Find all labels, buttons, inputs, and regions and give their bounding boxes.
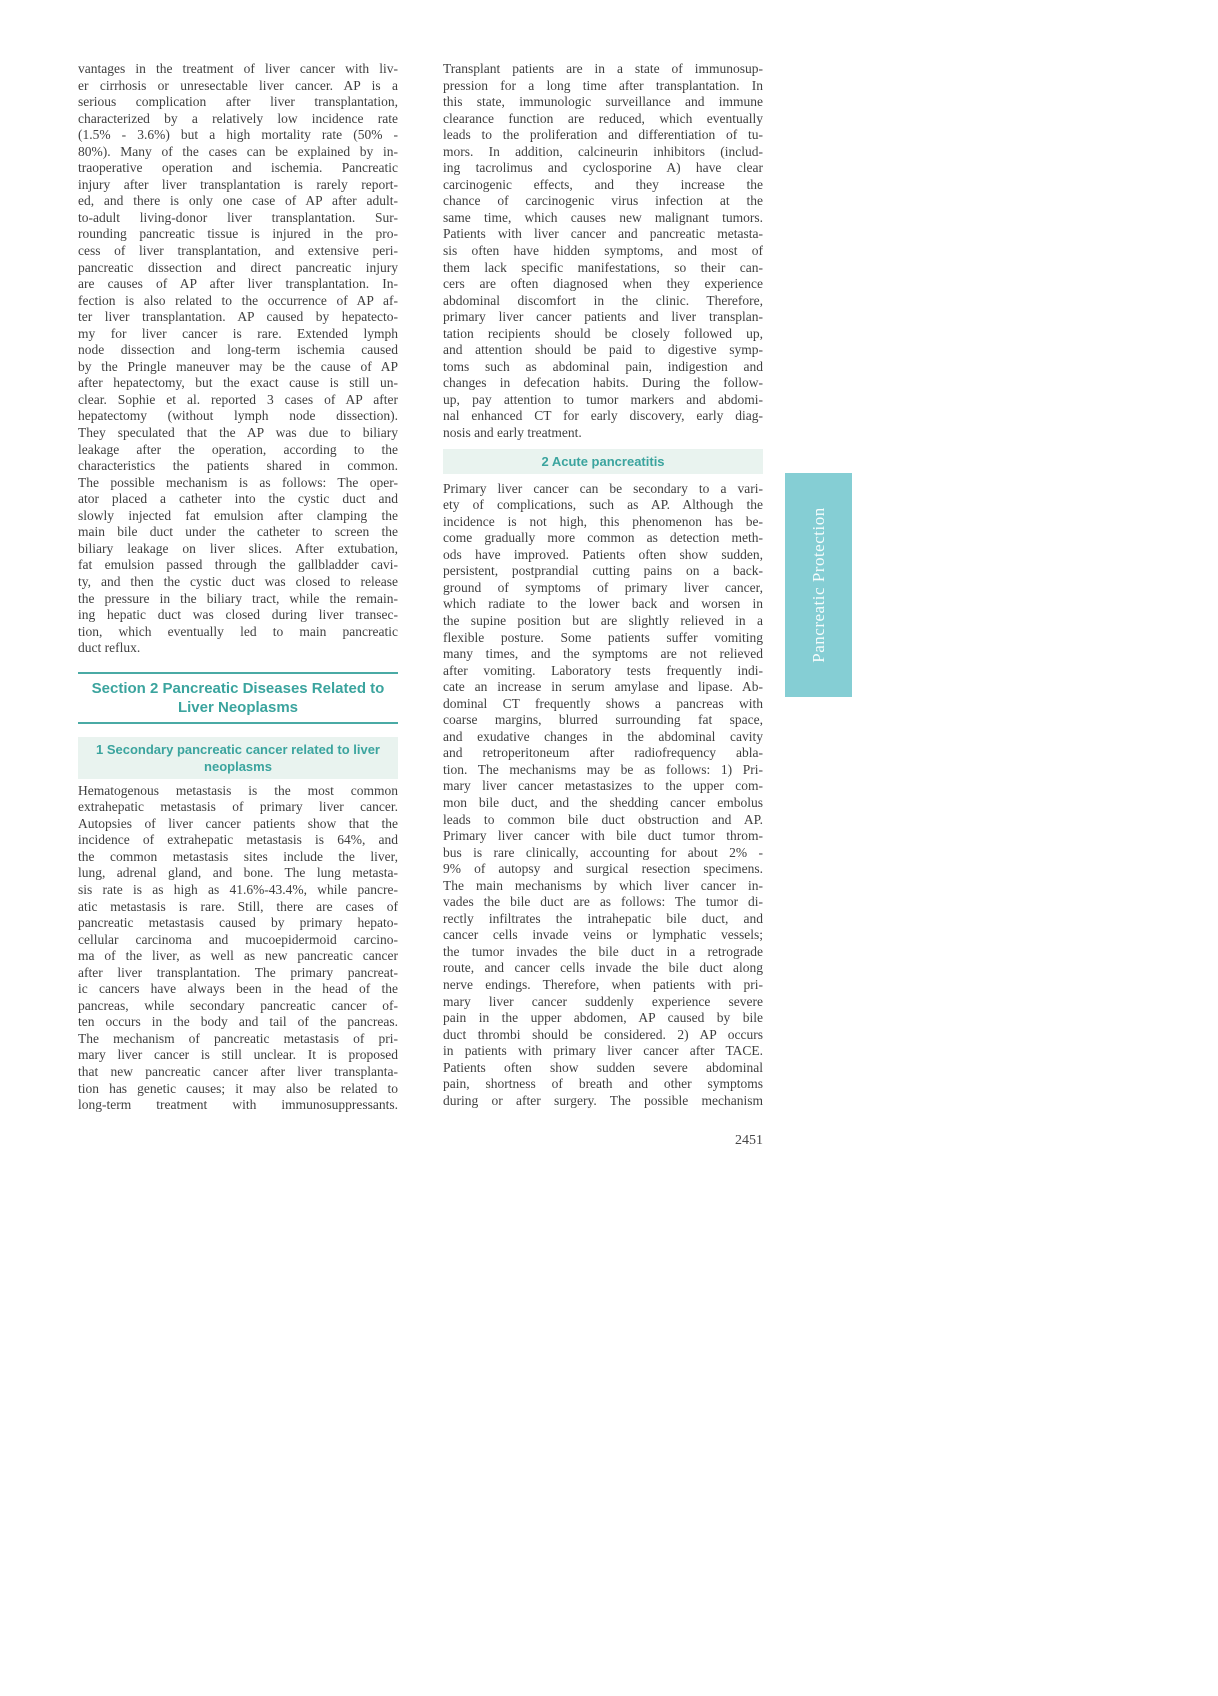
text-line: pression for a long time after transplantation. In	[443, 77, 763, 93]
text-line: and attention should be paid to digestive symp-	[443, 342, 763, 358]
text-line: leakage after the operation, according to the	[78, 441, 398, 457]
text-line: pain in the upper abdomen, AP caused by bile	[443, 1010, 763, 1026]
text-line: after vomiting. Laboratory tests frequently indi-	[443, 662, 763, 678]
text-line: er cirrhosis or unresectable liver cancer. AP is a	[78, 77, 398, 93]
text-line: ic cancers have always been in the head of the	[78, 981, 398, 997]
text-line: ing hepatic duct was closed during liver transec-	[78, 607, 398, 623]
text-line: abdominal discomfort in the clinic. Therefore,	[443, 292, 763, 308]
text-line: come gradually more common as detection meth-	[443, 530, 763, 546]
text-line: injury after liver transplantation is rarely report-	[78, 176, 398, 192]
text-line: The mechanism of pancreatic metastasis of pri-	[78, 1030, 398, 1046]
text-line: Primary liver cancer with bile duct tumor throm-	[443, 828, 763, 844]
text-line: in patients with primary liver cancer after TACE.	[443, 1043, 763, 1059]
text-line: sis often have hidden symptoms, and most of	[443, 243, 763, 259]
text-line: Patients often show sudden severe abdominal	[443, 1059, 763, 1075]
text-line: (1.5% - 3.6%) but a high mortality rate (50% -	[78, 127, 398, 143]
text-line: nal enhanced CT for early discovery, early diag-	[443, 408, 763, 424]
text-line: by the Pringle maneuver may be the cause of AP	[78, 358, 398, 374]
text-line: leads to common bile duct obstruction and AP.	[443, 811, 763, 827]
text-line: primary liver cancer patients and liver transplan-	[443, 309, 763, 325]
text-line: vantages in the treatment of liver cancer with liv-	[78, 61, 398, 76]
text-line: Primary liver cancer can be secondary to a vari-	[443, 480, 763, 496]
section-heading	[78, 679, 398, 718]
text-line: Transplant patients are in a state of immunosup-	[443, 61, 763, 76]
text-line: after hepatectomy, but the exact cause is still un-	[78, 375, 398, 391]
text-line: sis rate is as high as 41.6%-43.4%, while pancre-	[78, 881, 398, 897]
text-line: incidence is not high, this phenomenon has be-	[443, 513, 763, 529]
text-line: and retroperitoneum after radiofrequency abla-	[443, 745, 763, 761]
text-line: during or after surgery. The possible mechanism	[443, 1092, 763, 1108]
text-line: hepatectomy (without lymph node dissection).	[78, 408, 398, 424]
text-line: cancer cells invade veins or lymphatic vessels;	[443, 927, 763, 943]
text-line: leads to the proliferation and differentiation of tu-	[443, 127, 763, 143]
paragraph-block	[443, 481, 763, 1110]
text-column-left	[78, 61, 398, 1114]
text-line: Patients with liver cancer and pancreatic metasta-	[443, 226, 763, 242]
text-line: extrahepatic metastasis of primary liver cancer.	[78, 799, 398, 815]
text-line: mon bile duct, and the shedding cancer embolus	[443, 794, 763, 810]
paragraph-block	[443, 61, 763, 442]
text-line: that new pancreatic cancer after liver transplanta-	[78, 1063, 398, 1079]
text-line: changes in defecation habits. During the follow-	[443, 375, 763, 391]
text-line: The possible mechanism is as follows: The oper-	[78, 474, 398, 490]
text-line: cate an increase in serum amylase and lipase. Ab-	[443, 679, 763, 695]
text-line: ty, and then the cystic duct was closed to release	[78, 573, 398, 589]
text-line: tion has genetic causes; it may also be related to	[78, 1080, 398, 1096]
text-line: fat emulsion passed through the gallbladder cavi-	[78, 557, 398, 573]
text-line: mary liver cancer suddenly experience severe	[443, 993, 763, 1009]
text-line: pain, shortness of breath and other symptoms	[443, 1076, 763, 1092]
text-line: biliary leakage on liver slices. After extubation,	[78, 540, 398, 556]
text-line: to-adult living-donor liver transplantation. Sur-	[78, 209, 398, 225]
text-line: They speculated that the AP was due to biliary	[78, 425, 398, 441]
text-line: the tumor invades the bile duct in a retrograde	[443, 943, 763, 959]
section-heading-line2: Liver Neoplasms	[177, 699, 299, 717]
text-line: duct reflux.	[78, 640, 141, 656]
chapter-tab	[785, 473, 852, 697]
text-line: node dissection and long-term ischemia caused	[78, 342, 398, 358]
text-line: traoperative operation and ischemia. Pancreatic	[78, 160, 398, 176]
text-line: chance of carcinogenic virus infection at the	[443, 193, 763, 209]
text-line: tation recipients should be closely followed up,	[443, 325, 763, 341]
text-line: tion. The mechanisms may be as follows: 1) Pri-	[443, 761, 763, 777]
text-line: and exudative changes in the abdominal cavity	[443, 728, 763, 744]
text-line: ed, and there is only one case of AP after adult-	[78, 193, 398, 209]
text-line: pancreatic metastasis caused by primary hepato-	[78, 915, 398, 931]
chapter-tab-label: Pancreatic Protection	[808, 507, 828, 663]
text-line: The main mechanisms by which liver cancer in-	[443, 877, 763, 893]
text-line: ods have improved. Patients often show sudden,	[443, 546, 763, 562]
text-line: serious complication after liver transplantation,	[78, 94, 398, 110]
text-line: mors. In addition, calcineurin inhibitors (includ-	[443, 143, 763, 159]
text-line: slowly injected fat emulsion after clamping the	[78, 507, 398, 523]
text-line: persistent, postprandial cutting pains on a back-	[443, 563, 763, 579]
subsection-heading-2-line1: 2 Acute pancreatitis	[541, 453, 665, 469]
text-line: rectly infiltrates the intrahepatic bile duct, and	[443, 910, 763, 926]
text-line: my for liver cancer is rare. Extended lymph	[78, 325, 398, 341]
subsection-heading-1	[78, 737, 398, 779]
text-column-right	[443, 61, 763, 1109]
section-rule-top	[78, 672, 398, 674]
text-line: this state, immunologic surveillance and immune	[443, 94, 763, 110]
subsection-heading-2	[443, 449, 763, 474]
text-line: up, pay attention to tumor markers and abdomi-	[443, 391, 763, 407]
text-line: 9% of autopsy and surgical resection specimens.	[443, 861, 763, 877]
subsection-heading-1-line1: 1 Secondary pancreatic cancer related to liver	[96, 741, 380, 757]
text-line: main bile duct under the catheter to screen the	[78, 524, 398, 540]
text-line: clearance function are reduced, which eventually	[443, 110, 763, 126]
text-line: ety of complications, such as AP. Although the	[443, 497, 763, 513]
text-line: ator placed a catheter into the cystic duct and	[78, 491, 398, 507]
text-line: long-term treatment with immunosuppressants.	[78, 1097, 398, 1113]
text-line: the supine position but are slightly relieved in a	[443, 612, 763, 628]
text-line: ter liver transplantation. AP caused by hepatecto-	[78, 309, 398, 325]
paragraph-block	[78, 61, 398, 657]
text-line: many times, and the symptoms are not relieved	[443, 646, 763, 662]
text-line: mary liver cancer metastasizes to the upper com-	[443, 778, 763, 794]
subsection-heading-1-line2: neoplasms	[204, 758, 272, 774]
text-line: after liver transplantation. The primary pancreat-	[78, 964, 398, 980]
text-line: cess of liver transplantation, and extensive peri-	[78, 243, 398, 259]
text-line: characteristics the patients shared in common.	[78, 458, 398, 474]
text-line: atic metastasis is rare. Still, there are cases of	[78, 898, 398, 914]
text-line: the pressure in the biliary tract, while the remain-	[78, 590, 398, 606]
section-rule-bottom	[78, 722, 398, 724]
text-line: incidence of extrahepatic metastasis is 64%, and	[78, 832, 398, 848]
text-line: ten occurs in the body and tail of the pancreas.	[78, 1014, 398, 1030]
text-line: duct thrombi should be considered. 2) AP occurs	[443, 1026, 763, 1042]
paragraph-block	[78, 783, 398, 1114]
section-heading-line1: Section 2 Pancreatic Diseases Related to	[91, 679, 385, 697]
text-line: nerve endings. Therefore, when patients with pri-	[443, 976, 763, 992]
text-line: vades the bile duct are as follows: The tumor di-	[443, 894, 763, 910]
text-line: pancreatic dissection and direct pancreatic injury	[78, 259, 398, 275]
text-line: mary liver cancer is still unclear. It is proposed	[78, 1047, 398, 1063]
text-line: bus is rare clinically, accounting for about 2% -	[443, 844, 763, 860]
text-line: Hematogenous metastasis is the most common	[78, 782, 398, 798]
text-line: tion, which eventually led to main pancreatic	[78, 623, 398, 639]
text-line: fection is also related to the occurrence of AP af-	[78, 292, 398, 308]
text-line: lung, adrenal gland, and bone. The lung metasta-	[78, 865, 398, 881]
text-line: cellular carcinoma and mucoepidermoid carcino-	[78, 931, 398, 947]
text-line: coarse margins, blurred surrounding fat space,	[443, 712, 763, 728]
page-number: 2451	[735, 1133, 763, 1148]
text-line: 80%). Many of the cases can be explained by in-	[78, 143, 398, 159]
text-line: the common metastasis sites include the liver,	[78, 848, 398, 864]
text-line: pancreas, while secondary pancreatic cancer of-	[78, 997, 398, 1013]
text-line: are causes of AP after liver transplantation. In-	[78, 276, 398, 292]
text-line: ing tacrolimus and cyclosporine A) have clear	[443, 160, 763, 176]
text-line: ground of symptoms of primary liver cancer,	[443, 579, 763, 595]
text-line: same time, which causes new malignant tumors.	[443, 209, 763, 225]
text-line: ma of the liver, as well as new pancreatic cancer	[78, 948, 398, 964]
text-line: Autopsies of liver cancer patients show that the	[78, 815, 398, 831]
text-line: route, and cancer cells invade the bile duct along	[443, 960, 763, 976]
text-line: nosis and early treatment.	[443, 425, 582, 441]
text-line: which radiate to the lower back and worsen in	[443, 596, 763, 612]
text-line: them lack specific manifestations, so their can-	[443, 259, 763, 275]
text-line: cers are often diagnosed when they experience	[443, 276, 763, 292]
text-line: flexible posture. Some patients suffer vomiting	[443, 629, 763, 645]
text-line: characterized by a relatively low incidence rate	[78, 110, 398, 126]
text-line: rounding pancreatic tissue is injured in the pro-	[78, 226, 398, 242]
text-line: dominal CT frequently shows a pancreas with	[443, 695, 763, 711]
text-line: clear. Sophie et al. reported 3 cases of AP after	[78, 391, 398, 407]
text-line: toms such as abdominal pain, indigestion and	[443, 358, 763, 374]
text-line: carcinogenic effects, and they increase the	[443, 176, 763, 192]
